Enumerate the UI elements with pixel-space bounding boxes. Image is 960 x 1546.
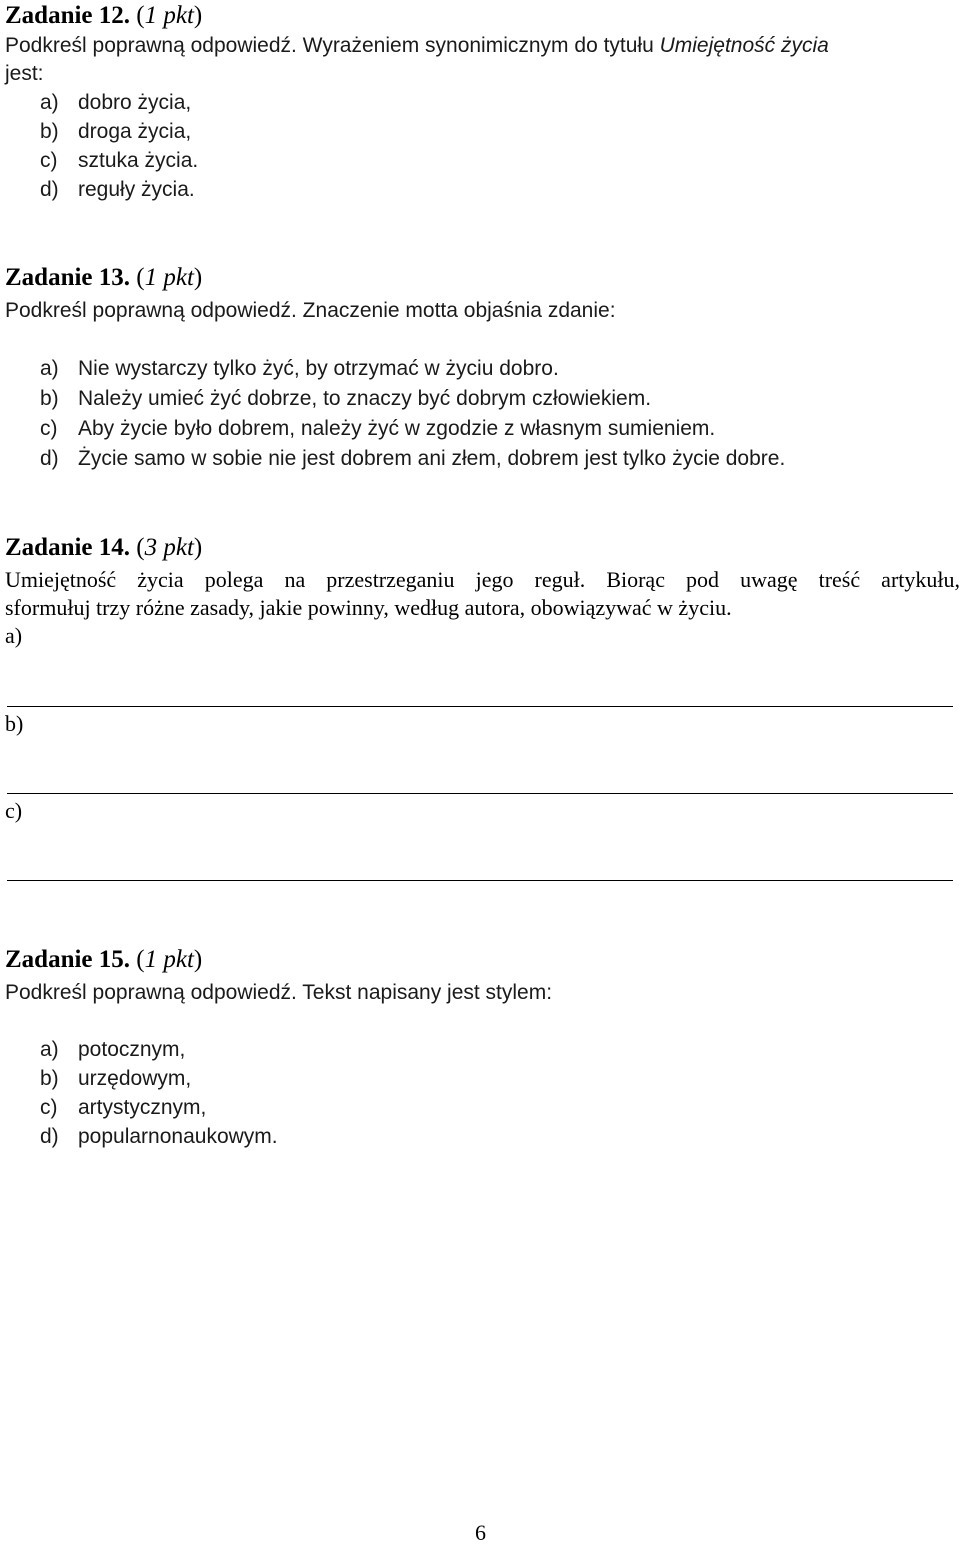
task-14-answer-c-label: c)	[5, 798, 23, 823]
task-13-option-a[interactable]: a) Nie wystarczy tylko żyć, by otrzymać w życiu dobro.	[40, 357, 559, 380]
task-13-instruction: Podkreśl poprawną odpowiedź. Znaczenie motta objaśnia zdanie:	[5, 299, 616, 322]
task-15-title: Zadanie 15. (1 pkt)	[5, 946, 203, 973]
task-15-option-c[interactable]: c) artystycznym,	[40, 1096, 207, 1119]
task-12-option-c[interactable]: c) sztuka życia.	[40, 149, 199, 172]
task-13-title: Zadanie 13. (1 pkt)	[5, 264, 203, 291]
task-12-instruction-cont: jest:	[5, 62, 44, 85]
task-14-answer-a-label: a)	[5, 623, 23, 648]
task-15-option-d[interactable]: d) popularnonaukowym.	[40, 1125, 278, 1148]
task-13-option-c[interactable]: c) Aby życie było dobrem, należy żyć w zgodzie z własnym sumieniem.	[40, 417, 716, 440]
task-12-option-b[interactable]: b) droga życia,	[40, 120, 192, 143]
task-13-option-d[interactable]: d) Życie samo w sobie nie jest dobrem ani złem, dobrem jest tylko życie dobre.	[40, 447, 786, 470]
task-12-option-a[interactable]: a) dobro życia,	[40, 91, 192, 114]
task-12-instruction: Podkreśl poprawną odpowiedź. Wyrażeniem synonimicznym do tytułu Umiejętność życia	[5, 34, 829, 57]
task-14-answer-c-line[interactable]	[7, 880, 953, 881]
task-12-option-d[interactable]: d) reguły życia.	[40, 178, 195, 201]
task-15-option-a[interactable]: a) potocznym,	[40, 1038, 186, 1061]
task-14-answer-a-line[interactable]	[7, 706, 953, 707]
task-14-answer-b-line[interactable]	[7, 793, 953, 794]
task-14-title: Zadanie 14. (3 pkt)	[5, 534, 203, 561]
task-14-instruction-line-2: sformułuj trzy różne zasady, jakie powinny, według autora, obowiązywać w życiu.	[5, 595, 732, 620]
task-14-answer-b-label: b)	[5, 711, 24, 736]
page-number: 6	[475, 1520, 486, 1545]
task-15-instruction: Podkreśl poprawną odpowiedź. Tekst napisany jest stylem:	[5, 981, 553, 1004]
task-13-option-b[interactable]: b) Należy umieć żyć dobrze, to znaczy być dobrym człowiekiem.	[40, 387, 652, 410]
task-14-instruction-line-1: Umiejętność życia polega na przestrzeganiu jego reguł. Biorąc pod uwagę treść artykułu,	[5, 567, 960, 592]
task-12-title: Zadanie 12. (1 pkt)	[5, 2, 203, 29]
task-15-option-b[interactable]: b) urzędowym,	[40, 1067, 192, 1090]
